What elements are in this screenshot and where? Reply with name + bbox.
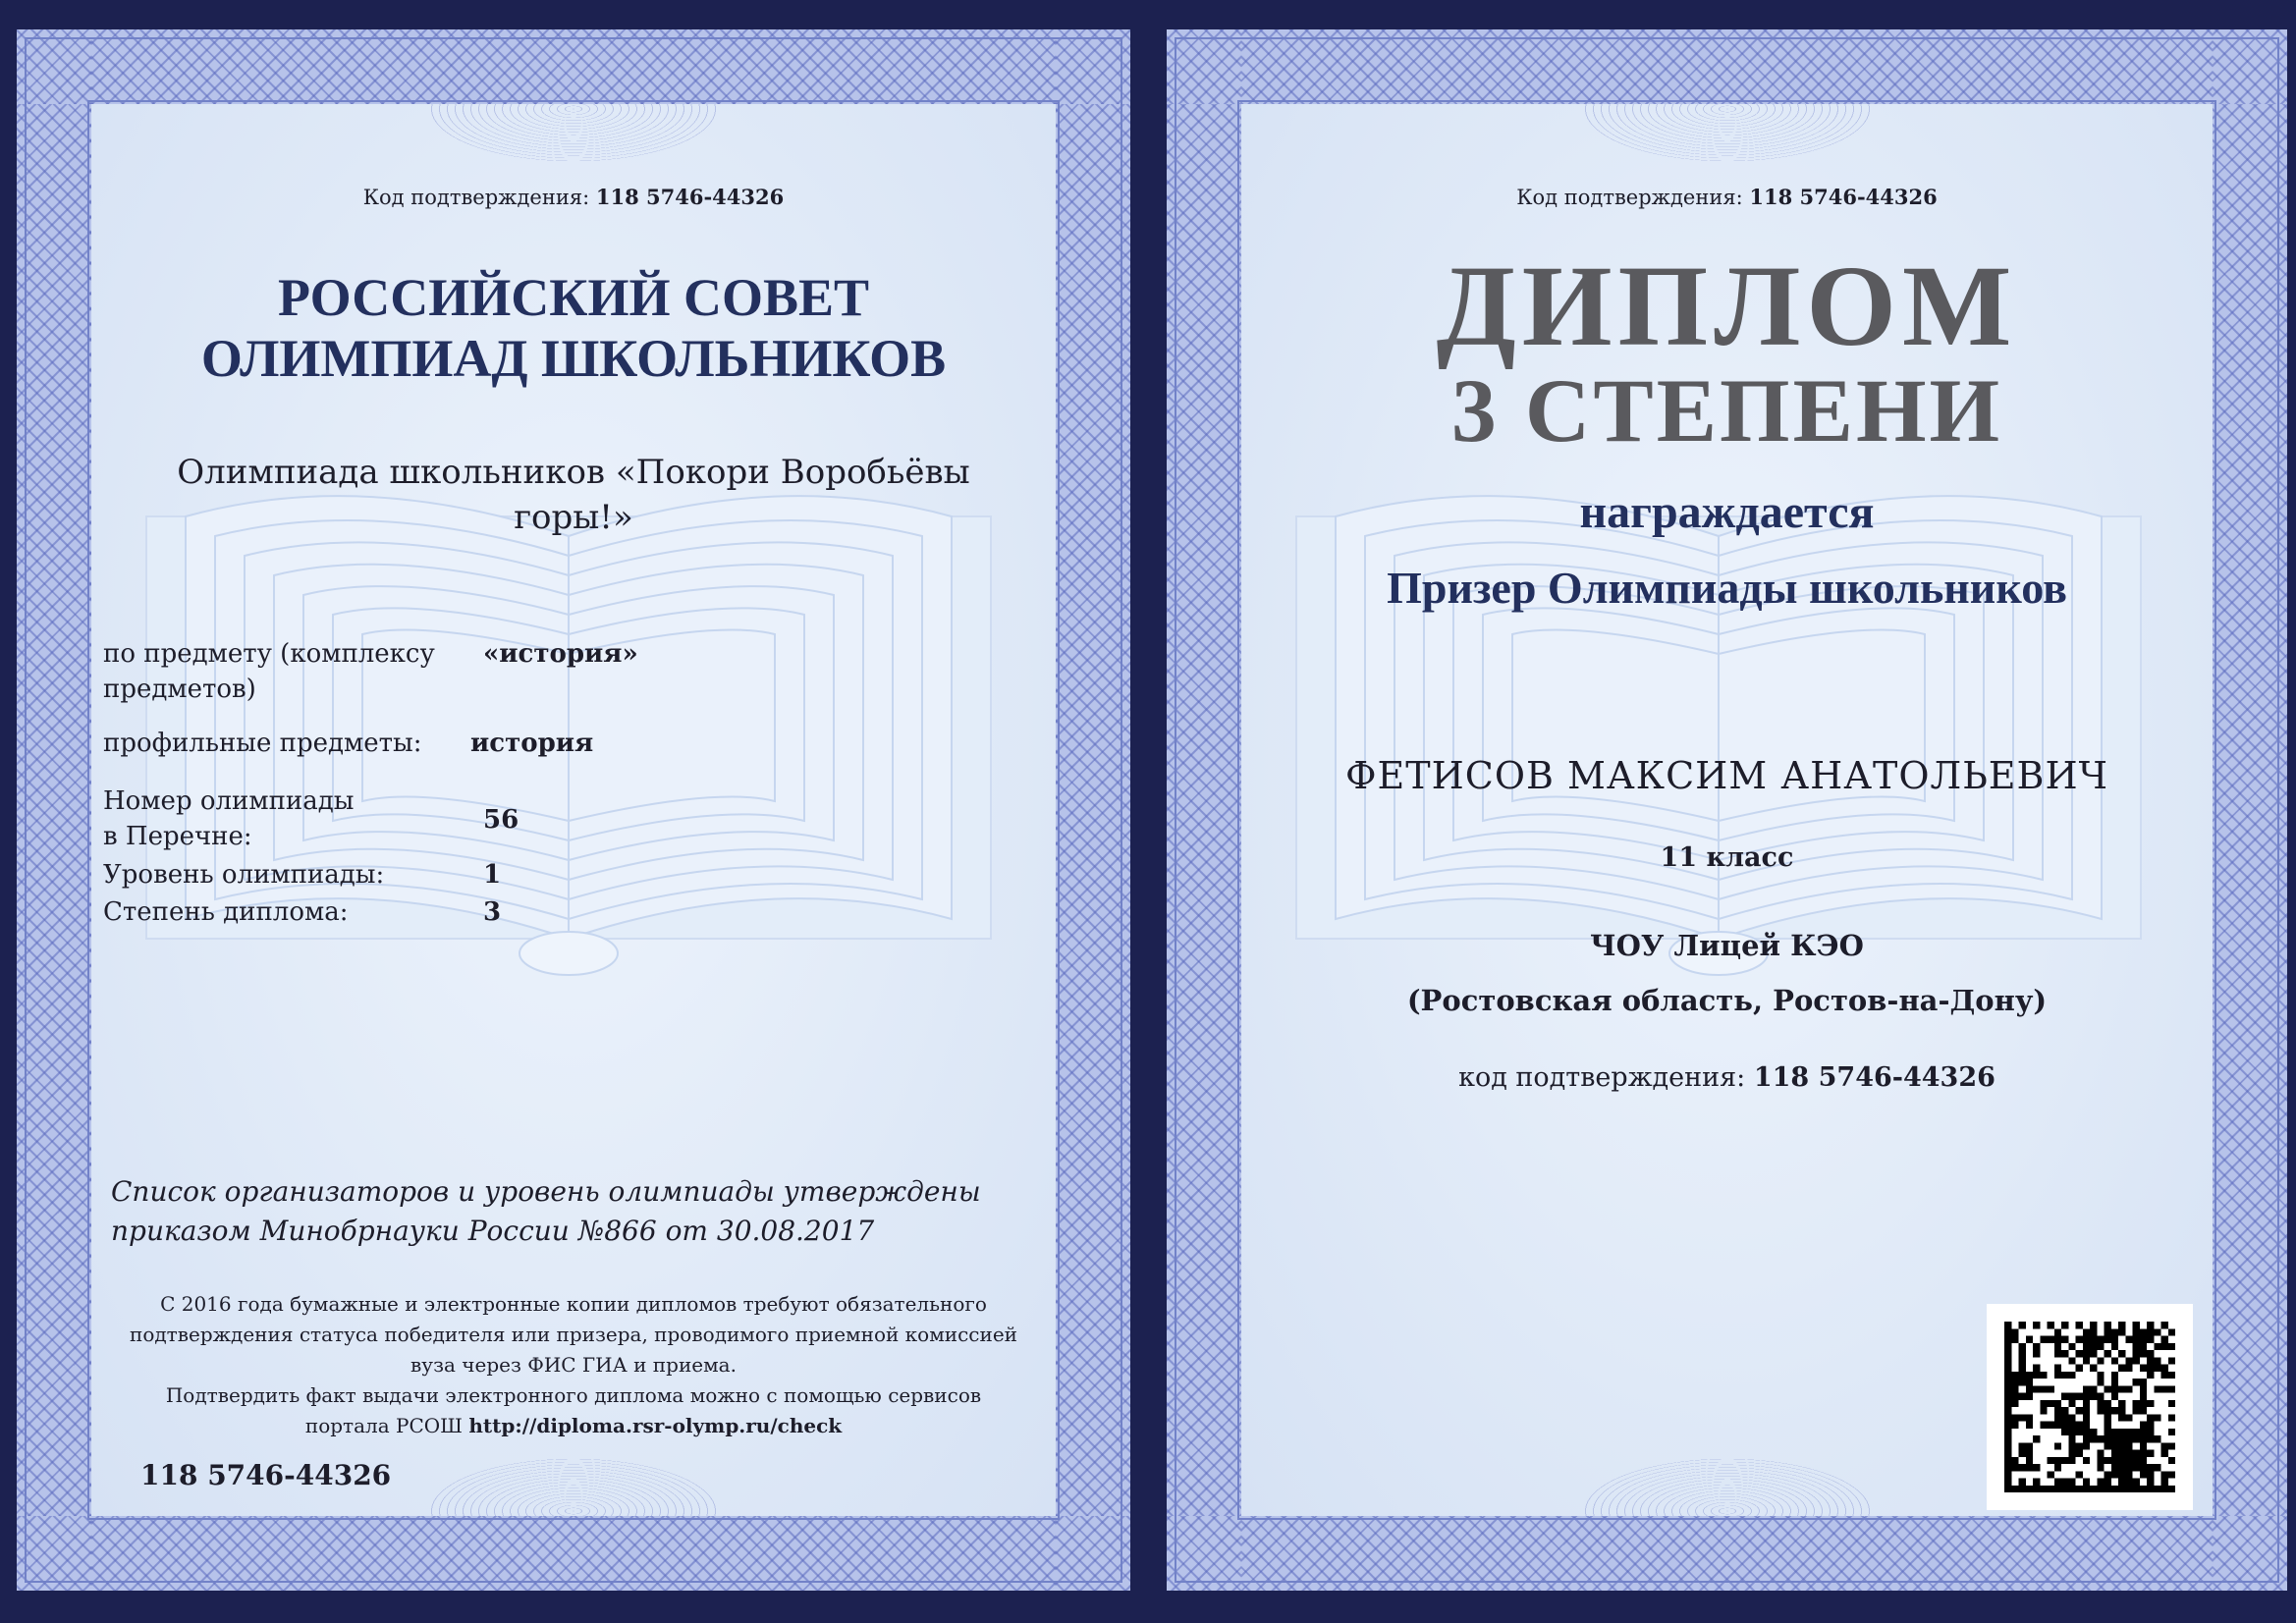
recipient-name: ФЕТИСОВ МАКСИМ АНАТОЛЬЕВИЧ	[1345, 754, 2108, 797]
olympiad-number-value: 56	[483, 805, 519, 835]
olympiad-number-label-line1: Номер олимпиады	[103, 786, 355, 816]
diploma-right-page	[1167, 29, 2287, 1591]
diploma-title: ДИПЛОМ	[1436, 242, 2018, 370]
verification-notice	[56, 1289, 1091, 1441]
school-name: ЧОУ Лицей КЭО	[1590, 929, 1864, 962]
subject-value	[483, 636, 638, 672]
diploma-degree-label: Степень диплома:	[103, 897, 349, 927]
confirmation-code-label: Код подтверждения:	[362, 186, 590, 209]
profile-label: профильные предметы:	[103, 729, 422, 758]
notice-line5	[56, 1411, 1091, 1441]
council-title-line2: ОЛИМПИАД ШКОЛЬНИКОВ	[200, 329, 947, 388]
notice-line5-prefix: портала РСОШ	[304, 1414, 464, 1437]
subject-label: по предмету (комплексу предметов)	[103, 639, 435, 704]
ministry-order-line2: приказом Минобрнауки России №866 от 30.08.2017	[111, 1215, 875, 1247]
confirmation-code-value: 118 5746-44326	[595, 185, 785, 209]
bottom-rosette-ornament	[426, 1457, 721, 1516]
olympiad-level-label: Уровень олимпиады:	[103, 860, 385, 890]
council-title-line1: РОССИЙСКИЙ СОВЕТ	[277, 268, 870, 327]
ministry-order-note	[111, 1172, 981, 1251]
datamatrix-code	[1987, 1304, 2193, 1510]
notice-line2: подтверждения статуса победителя или призера, проводимого приемной комиссией	[129, 1323, 1017, 1346]
notice-line1: С 2016 года бумажные и электронные копии дипломов требуют обязательного	[160, 1292, 987, 1316]
degree-title: 3 СТЕПЕНИ	[1450, 360, 2003, 460]
prize-status: Призер Олимпиады школьников	[1387, 563, 2067, 613]
confirmation-code-line	[1167, 185, 2287, 209]
olympiad-level-value: 1	[483, 860, 502, 890]
recipient-grade: 11 класс	[1660, 842, 1794, 873]
diploma-left-page	[17, 29, 1130, 1591]
bottom-rosette-ornament	[1580, 1457, 1875, 1516]
diploma-degree-value: 3	[483, 897, 502, 927]
awarded-label: награждается	[1579, 486, 1875, 538]
confirmation-footer-label: код подтверждения:	[1458, 1062, 1746, 1093]
confirmation-footer	[1167, 1062, 2287, 1093]
top-rosette-ornament	[426, 104, 721, 163]
school-region: (Ростовская область, Ростов-на-Дону)	[1406, 984, 2048, 1017]
confirmation-code-label: Код подтверждения:	[1516, 186, 1743, 209]
subject-value-text: «история»	[483, 639, 638, 669]
olympiad-number-label-line2: в Перечне:	[103, 822, 252, 851]
open-book-watermark	[1277, 477, 2160, 988]
council-title	[17, 267, 1130, 389]
bottom-confirmation-code: 118 5746-44326	[140, 1459, 392, 1491]
ministry-order-line1: Список организаторов и уровень олимпиады утверждены	[111, 1175, 981, 1208]
notice-line4: Подтвердить факт выдачи электронного диплома можно с помощью сервисов	[165, 1383, 982, 1407]
olympiad-number-label	[103, 784, 354, 854]
profile-value: история	[470, 729, 594, 758]
confirmation-footer-value: 118 5746-44326	[1753, 1062, 1995, 1093]
confirmation-code-value: 118 5746-44326	[1749, 185, 1938, 209]
verification-url-link[interactable]: http://diploma.rsr-olymp.ru/check	[468, 1414, 843, 1437]
confirmation-code-line	[17, 185, 1130, 209]
datamatrix-pattern	[2004, 1322, 2175, 1492]
olympiad-name: Олимпиада школьников «Покори Воробьёвы горы!»	[177, 453, 970, 537]
notice-line3: вуза через ФИС ГИА и приема.	[410, 1353, 737, 1377]
top-rosette-ornament	[1580, 104, 1875, 163]
